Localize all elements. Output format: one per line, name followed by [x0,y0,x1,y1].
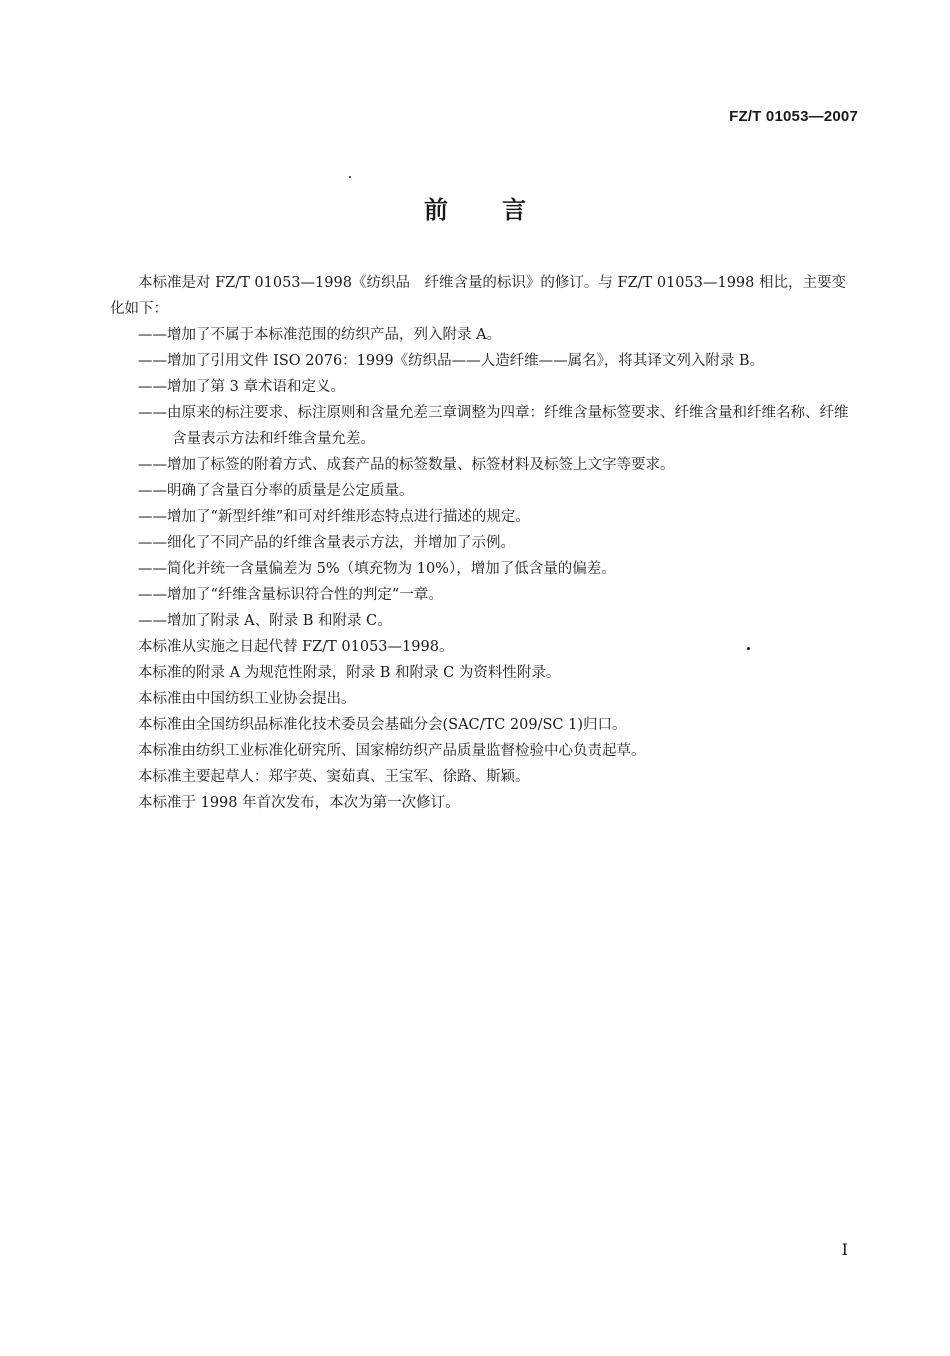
list-item: ——增加了引用文件 ISO 2076：1999《纺织品——人造纤维——属名》，将其译文列入附录 B。 [138,353,765,369]
page-title: 前言 [424,196,580,224]
list-item: ——明确了含量百分率的质量是公定质量。 [138,483,414,499]
statement-paragraph: 本标准由全国纺织品标准化技术委员会基础分会(SAC/TC 209/SC 1)归口。 [138,717,627,733]
list-item: ——增加了标签的附着方式、成套产品的标签数量、标签材料及标签上文字等要求。 [138,457,675,473]
scan-speck [349,176,351,178]
standard-code: FZ/T 01053—2007 [729,108,858,125]
changes-list [110,322,858,634]
statement-paragraph: 本标准于 1998 年首次发布，本次为第一次修订。 [138,795,460,811]
list-item: ——细化了不同产品的纤维含量表示方法，并增加了示例。 [138,535,515,551]
statement-paragraph: 本标准主要起草人：郑宇英、窦茹真、王宝军、徐路、斯颖。 [138,769,530,785]
statement-paragraph: 本标准的附录 A 为规范性附录，附录 B 和附录 C 为资料性附录。 [138,665,561,681]
statement-paragraph: 本标准由纺织工业标准化研究所、国家棉纺织产品质量监督检验中心负责起草。 [138,743,646,759]
statement-paragraph: 本标准从实施之日起代替 FZ/T 01053—1998。 [138,639,454,655]
list-item: ——简化并统一含量偏差为 5%（填充物为 10%），增加了低含量的偏差。 [138,561,616,577]
statement-paragraph: 本标准由中国纺织工业协会提出。 [138,691,356,707]
list-item: ——增加了“纤维含量标识符合性的判定”一章。 [138,587,443,603]
list-item: ——增加了第 3 章术语和定义。 [138,379,345,395]
list-item: ——增加了不属于本标准范围的纺织产品，列入附录 A。 [138,327,502,343]
intro-paragraph: 本标准是对 FZ/T 01053—1998《纺织品 纤维含量的标识》的修订。与 FZ/T 01053—1998 相比，主要变化如下： [110,275,846,317]
scan-speck [747,647,750,650]
foreword-body [110,270,858,816]
list-item: ——由原来的标注要求、标注原则和含量允差三章调整为四章：纤维含量标签要求、纤维含量和纤维名称、纤维含量表示方法和纤维含量允差。 [138,405,849,447]
page-number: I [841,1240,848,1259]
list-item: ——增加了“新型纤维”和可对纤维形态特点进行描述的规定。 [138,509,530,525]
list-item: ——增加了附录 A、附录 B 和附录 C。 [138,613,392,629]
statements-list [110,634,858,816]
